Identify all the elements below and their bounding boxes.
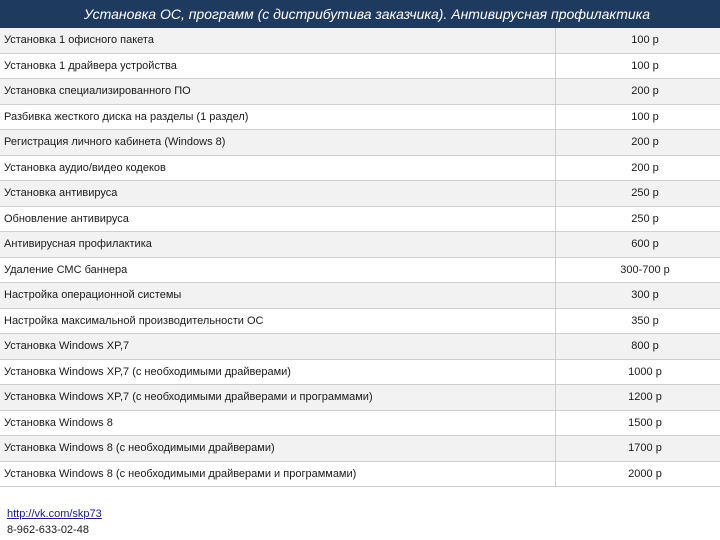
table-row <box>0 232 720 258</box>
service-name: Антивирусная профилактика <box>0 232 556 257</box>
table-row <box>0 283 720 309</box>
service-price: 200 р <box>631 85 659 98</box>
table-row <box>0 79 720 105</box>
service-name: Установка Windows XP,7 (с необходимыми драйверами и программами) <box>0 385 556 410</box>
table-row <box>0 258 720 284</box>
service-price: 350 р <box>631 314 659 327</box>
service-name: Настройка операционной системы <box>0 283 556 308</box>
table-row <box>0 462 720 488</box>
service-name: Разбивка жесткого диска на разделы (1 раздел) <box>0 105 556 130</box>
vk-link[interactable]: http://vk.com/skp73 <box>7 508 102 520</box>
table-row <box>0 334 720 360</box>
service-price: 1000 р <box>628 365 662 378</box>
table-row <box>0 54 720 80</box>
table-row <box>0 130 720 156</box>
service-name: Установка антивируса <box>0 181 556 206</box>
phone-number: 8-962-633-02-48 <box>7 524 89 536</box>
table-row <box>0 181 720 207</box>
service-price: 100 р <box>631 34 659 47</box>
service-name: Установка 1 драйвера устройства <box>0 54 556 79</box>
contact-footer <box>7 506 102 538</box>
service-price: 250 р <box>631 187 659 200</box>
service-name: Установка Windows XP,7 <box>0 334 556 359</box>
price-table <box>0 28 720 487</box>
service-price: 1500 р <box>628 416 662 429</box>
table-row <box>0 436 720 462</box>
table-row <box>0 360 720 386</box>
service-price: 1700 р <box>628 442 662 455</box>
table-row <box>0 309 720 335</box>
service-name: Обновление антивируса <box>0 207 556 232</box>
service-price: 300 р <box>631 289 659 302</box>
service-price: 200 р <box>631 136 659 149</box>
table-row <box>0 105 720 131</box>
service-price: 300-700 р <box>620 263 670 276</box>
table-row <box>0 411 720 437</box>
service-name: Установка аудио/видео кодеков <box>0 156 556 181</box>
table-row <box>0 156 720 182</box>
service-price: 250 р <box>631 212 659 225</box>
service-name: Установка 1 офисного пакета <box>0 28 556 53</box>
service-price: 600 р <box>631 238 659 251</box>
service-name: Настройка максимальной производительности ОС <box>0 309 556 334</box>
service-name: Установка Windows 8 <box>0 411 556 436</box>
service-price: 1200 р <box>628 391 662 404</box>
service-price: 100 р <box>631 59 659 72</box>
table-row <box>0 207 720 233</box>
service-price: 2000 р <box>628 467 662 480</box>
service-name: Установка Windows 8 (с необходимыми драйверами) <box>0 436 556 461</box>
table-row <box>0 385 720 411</box>
table-header <box>0 0 720 28</box>
service-price: 800 р <box>631 340 659 353</box>
service-price: 100 р <box>631 110 659 123</box>
service-name: Регистрация личного кабинета (Windows 8) <box>0 130 556 155</box>
service-name: Установка специализированного ПО <box>0 79 556 104</box>
service-name: Удаление СМС баннера <box>0 258 556 283</box>
table-row <box>0 28 720 54</box>
service-name: Установка Windows XP,7 (с необходимыми драйверами) <box>0 360 556 385</box>
service-price: 200 р <box>631 161 659 174</box>
service-name: Установка Windows 8 (с необходимыми драйверами и программами) <box>0 462 556 487</box>
table-title: Установка ОС, программ (с дистрибутива заказчика). Антивирусная профилактика <box>83 6 651 22</box>
